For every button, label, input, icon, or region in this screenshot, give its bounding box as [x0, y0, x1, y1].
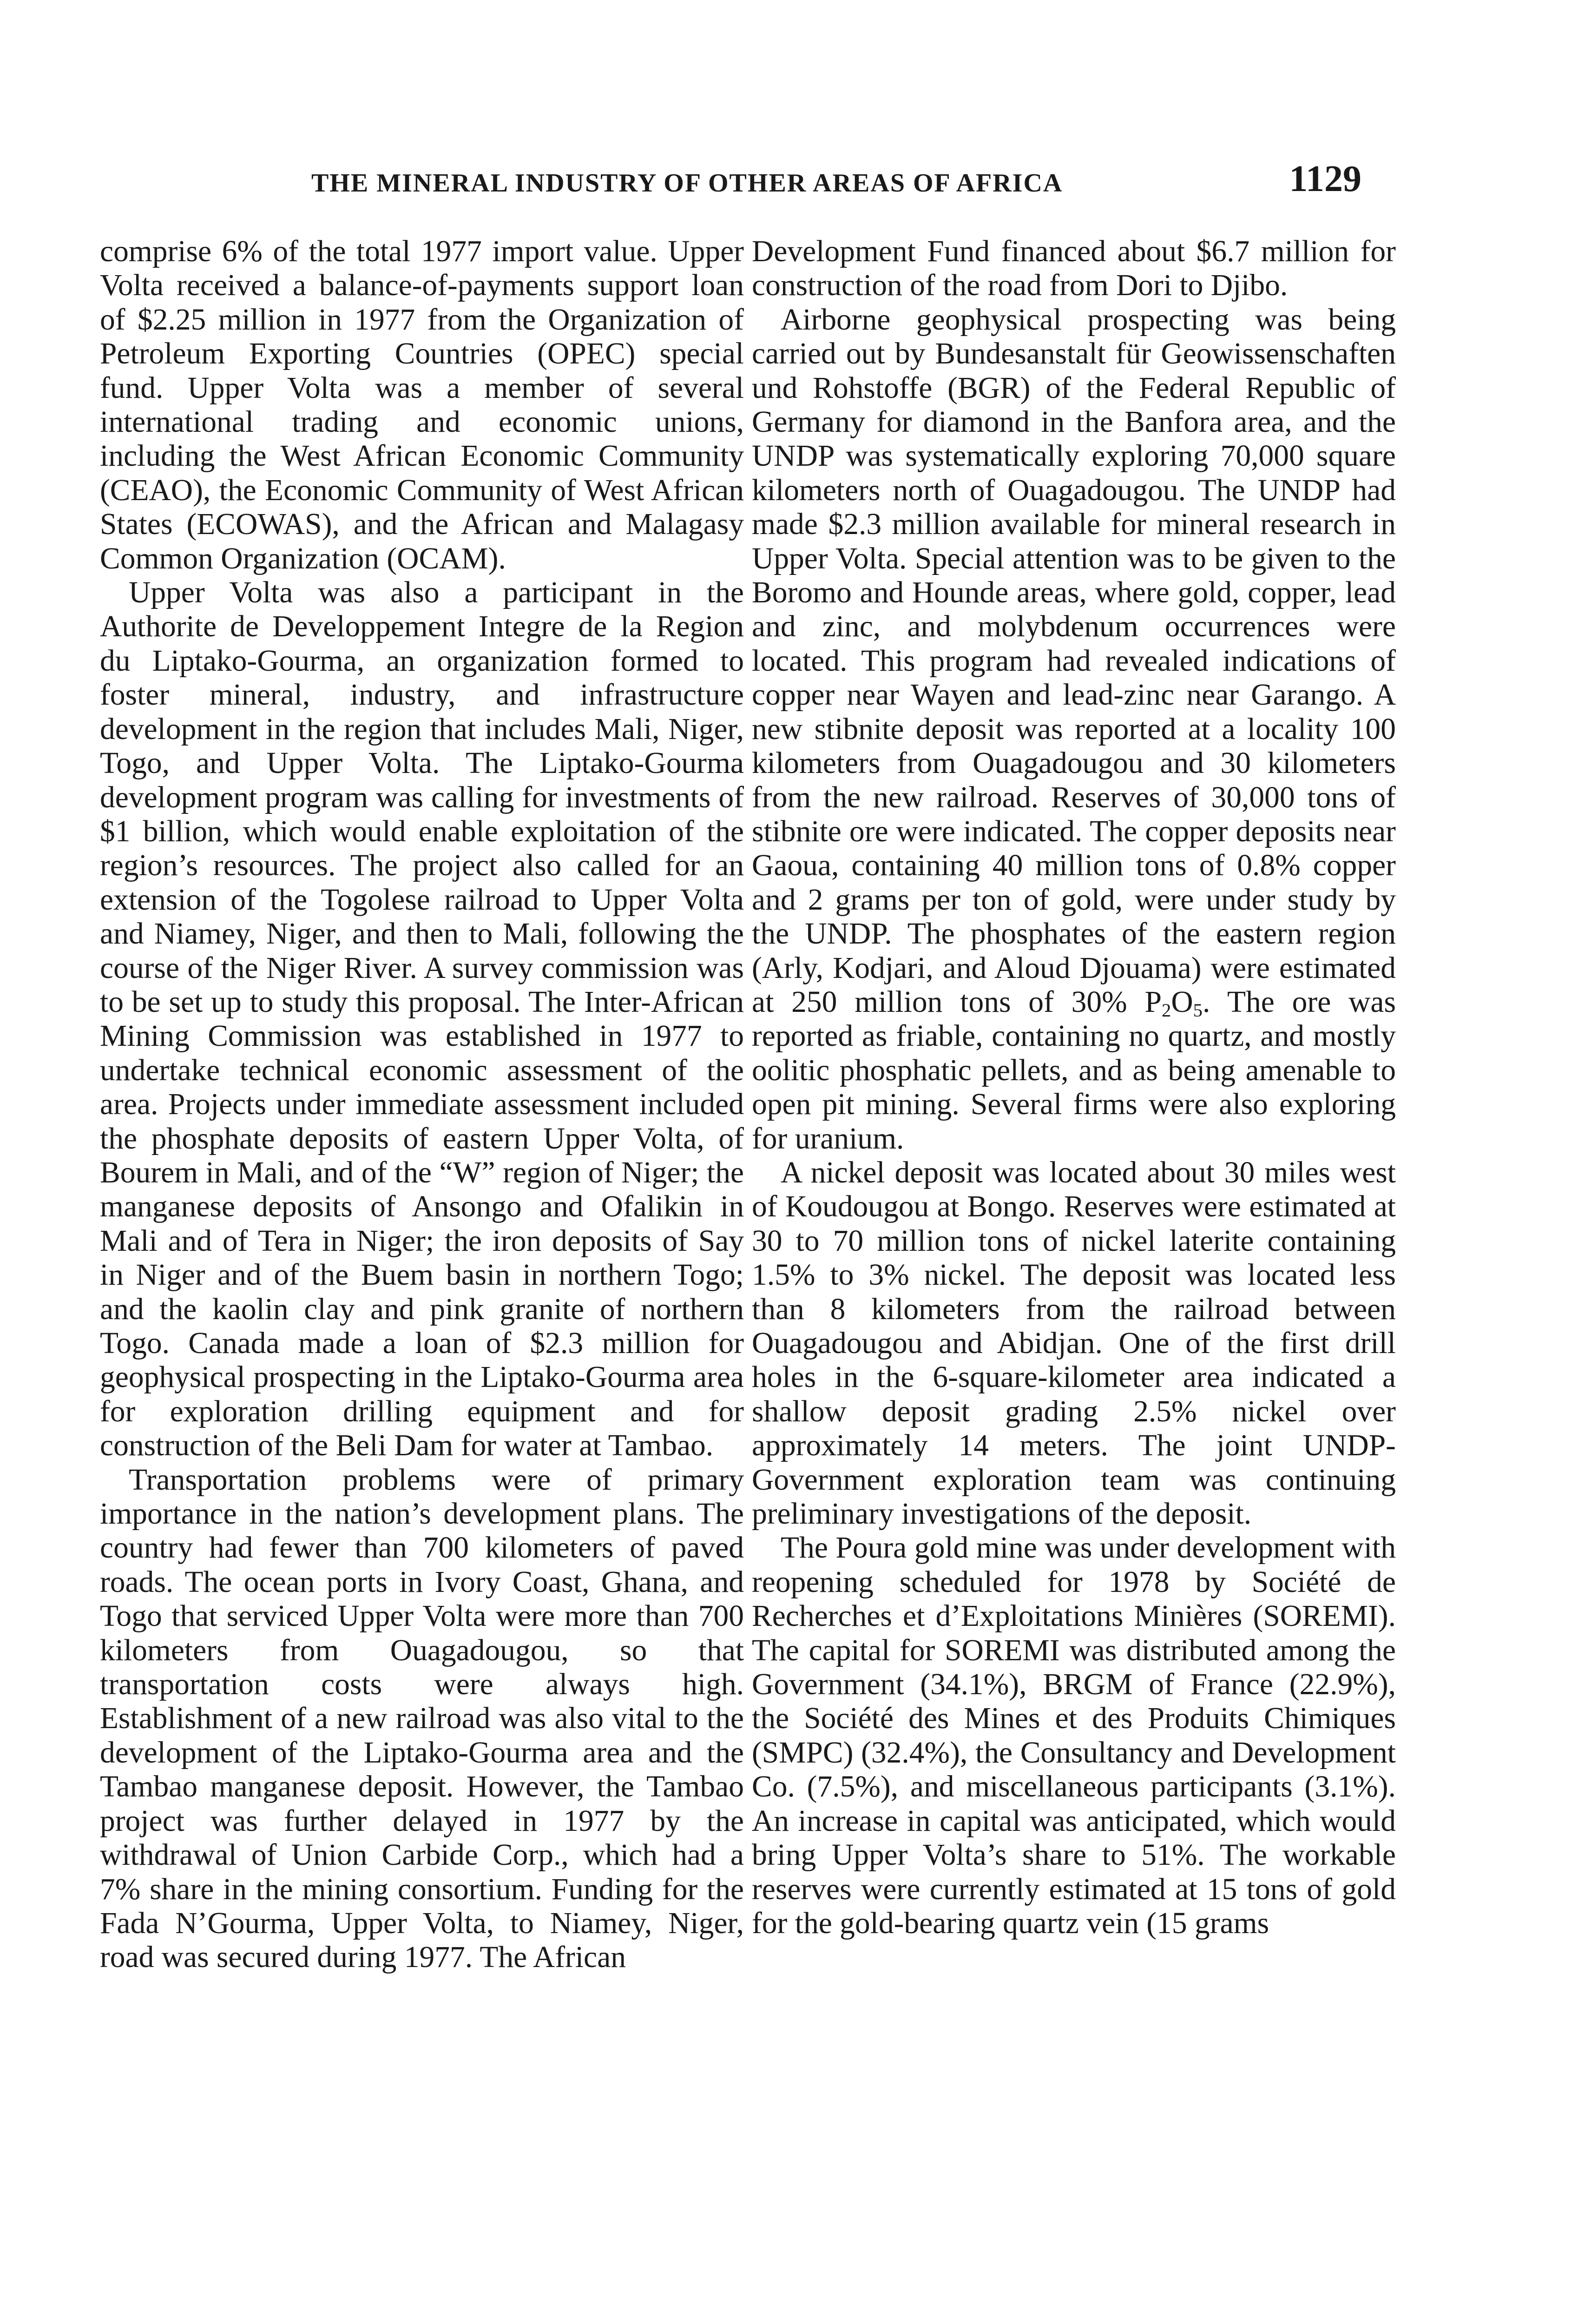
- page-number: 1129: [1289, 158, 1361, 199]
- formula-element-p: P: [1144, 985, 1162, 1019]
- running-title: THE MINERAL INDUSTRY OF OTHER AREAS OF AFRICA: [311, 169, 1063, 198]
- left-paragraph-3: Transportation problems were of primary importance in the nation’s development plans. The country had fewer than 700 kilometers of paved roads. The ocean ports in Ivory Coast, Ghana, and Togo that serviced Upper Volta were more than 700 kilometers from Ouagadougou, so that transportation costs were always high. Establishment of a new railroad was also vital to the development of the Liptako-Gourma area and the Tambao manganese deposit. However, the Tambao project was further delayed in 1977 by the withdrawal of Union Carbide Corp., which had a 7% share in the mining consortium. Funding for the Fada N’Gourma, Upper Volta, to Niamey, Niger, road was secured during 1977. The African: [100, 1463, 744, 1974]
- right-paragraph-1: Development Fund financed about $6.7 million for construction of the road from Dori to Djibo.: [752, 235, 1396, 303]
- right-paragraph-4: The Poura gold mine was under development with reopening scheduled for 1978 by Société de Recherches et d’Exploitations Minières (SOREMI). The capital for SOREMI was distributed among the Government (34.1%), BRGM of France (22.9%), the Société des Mines et des Produits Chimiques (SMPC) (32.4%), the Consultancy and Development Co. (7.5%), and miscellaneous participants (3.1%). An increase in capital was anticipated, which would bring Upper Volta’s share to 51%. The workable reserves were currently estimated at 15 tons of gold for the gold-bearing quartz vein (15 grams: [752, 1531, 1396, 1940]
- phosphate-formula: [1145, 985, 1203, 1019]
- left-paragraph-2: Upper Volta was also a participant in the Authorite de Developpement Integre de la Region du Liptako-Gourma, an organization formed to foster mineral, industry, and infrastructure development in the region that includes Mali, Niger, Togo, and Upper Volta. The Liptako-Gourma development program was calling for investments of $1 billion, which would enable exploitation of the region’s resources. The project also called for an extension of the Togolese railroad to Upper Volta and Niamey, Niger, and then to Mali, following the course of the Niger River. A survey commission was to be set up to study this proposal. The Inter-African Mining Commission was established in 1977 to undertake technical economic assessment of the area. Projects under immediate assessment included the phosphate deposits of eastern Upper Volta, of Bourem in Mali, and of the “W” region of Niger; the manganese deposits of Ansongo and Ofalikin in Mali and of Tera in Niger; the iron deposits of Say in Niger and of the Buem basin in northern Togo; and the kaolin clay and pink granite of northern Togo. Canada made a loan of $2.3 million for geophysical prospecting in the Liptako-Gourma area for exploration drilling equipment and for construction of the Beli Dam for water at Tambao.: [100, 576, 744, 1463]
- paragraph-text-after-formula: . The ore was reported as friable, containing no quartz, and mostly oolitic phosphatic pellets, and as being amenable to open pit mining. Several firms were also exploring for uranium.: [752, 985, 1396, 1155]
- right-paragraph-3: A nickel deposit was located about 30 miles west of Koudougou at Bongo. Reserves were estimated at 30 to 70 million tons of nickel laterite containing 1.5% to 3% nickel. The deposit was located less than 8 kilometers from the railroad between Ouagadougou and Abidjan. One of the first drill holes in the 6-square-kilometer area indicated a shallow deposit grading 2.5% nickel over approximately 14 meters. The joint UNDP-Government exploration team was continuing preliminary investigations of the deposit.: [752, 1155, 1396, 1531]
- page-header: [279, 158, 1361, 209]
- left-column: [100, 235, 744, 1975]
- formula-subscript-5: 5: [1193, 1000, 1203, 1021]
- right-column: [752, 235, 1396, 1941]
- paragraph-text-before-formula: Airborne geophysical prospecting was being carried out by Bundesanstalt für Geowissenschaften und Rohstoffe (BGR) of the Federal Republic of Germany for diamond in the Banfora area, and the UNDP was systematically exploring 70,000 square kilometers north of Ouagadougou. The UNDP had made $2.3 million available for mineral research in Upper Volta. Special attention was to be given to the Boromo and Hounde areas, where gold, copper, lead and zinc, and molybdenum occurrences were located. This program had revealed indications of copper near Wayen and lead-zinc near Garango. A new stibnite deposit was reported at a locality 100 kilometers from Ouagadougou and 30 kilometers from the new railroad. Reserves of 30,000 tons of stibnite ore were indicated. The copper deposits near Gaoua, containing 40 million tons of 0.8% copper and 2 grams per ton of gold, were under study by the UNDP. The phosphates of the eastern region (Arly, Kodjari, and Aloud Djouama) were estimated at 250 million tons of 30%: [752, 303, 1396, 1019]
- right-paragraph-2: [752, 303, 1396, 1156]
- left-paragraph-1: comprise 6% of the total 1977 import value. Upper Volta received a balance-of-payments support loan of $2.25 million in 1977 from the Organization of Petroleum Exporting Countries (OPEC) special fund. Upper Volta was a member of several international trading and economic unions, including the West African Economic Community (CEAO), the Economic Community of West African States (ECOWAS), and the African and Malagasy Common Organization (OCAM).: [100, 235, 744, 575]
- formula-subscript-2: 2: [1162, 1000, 1171, 1021]
- formula-element-o: O: [1171, 985, 1193, 1019]
